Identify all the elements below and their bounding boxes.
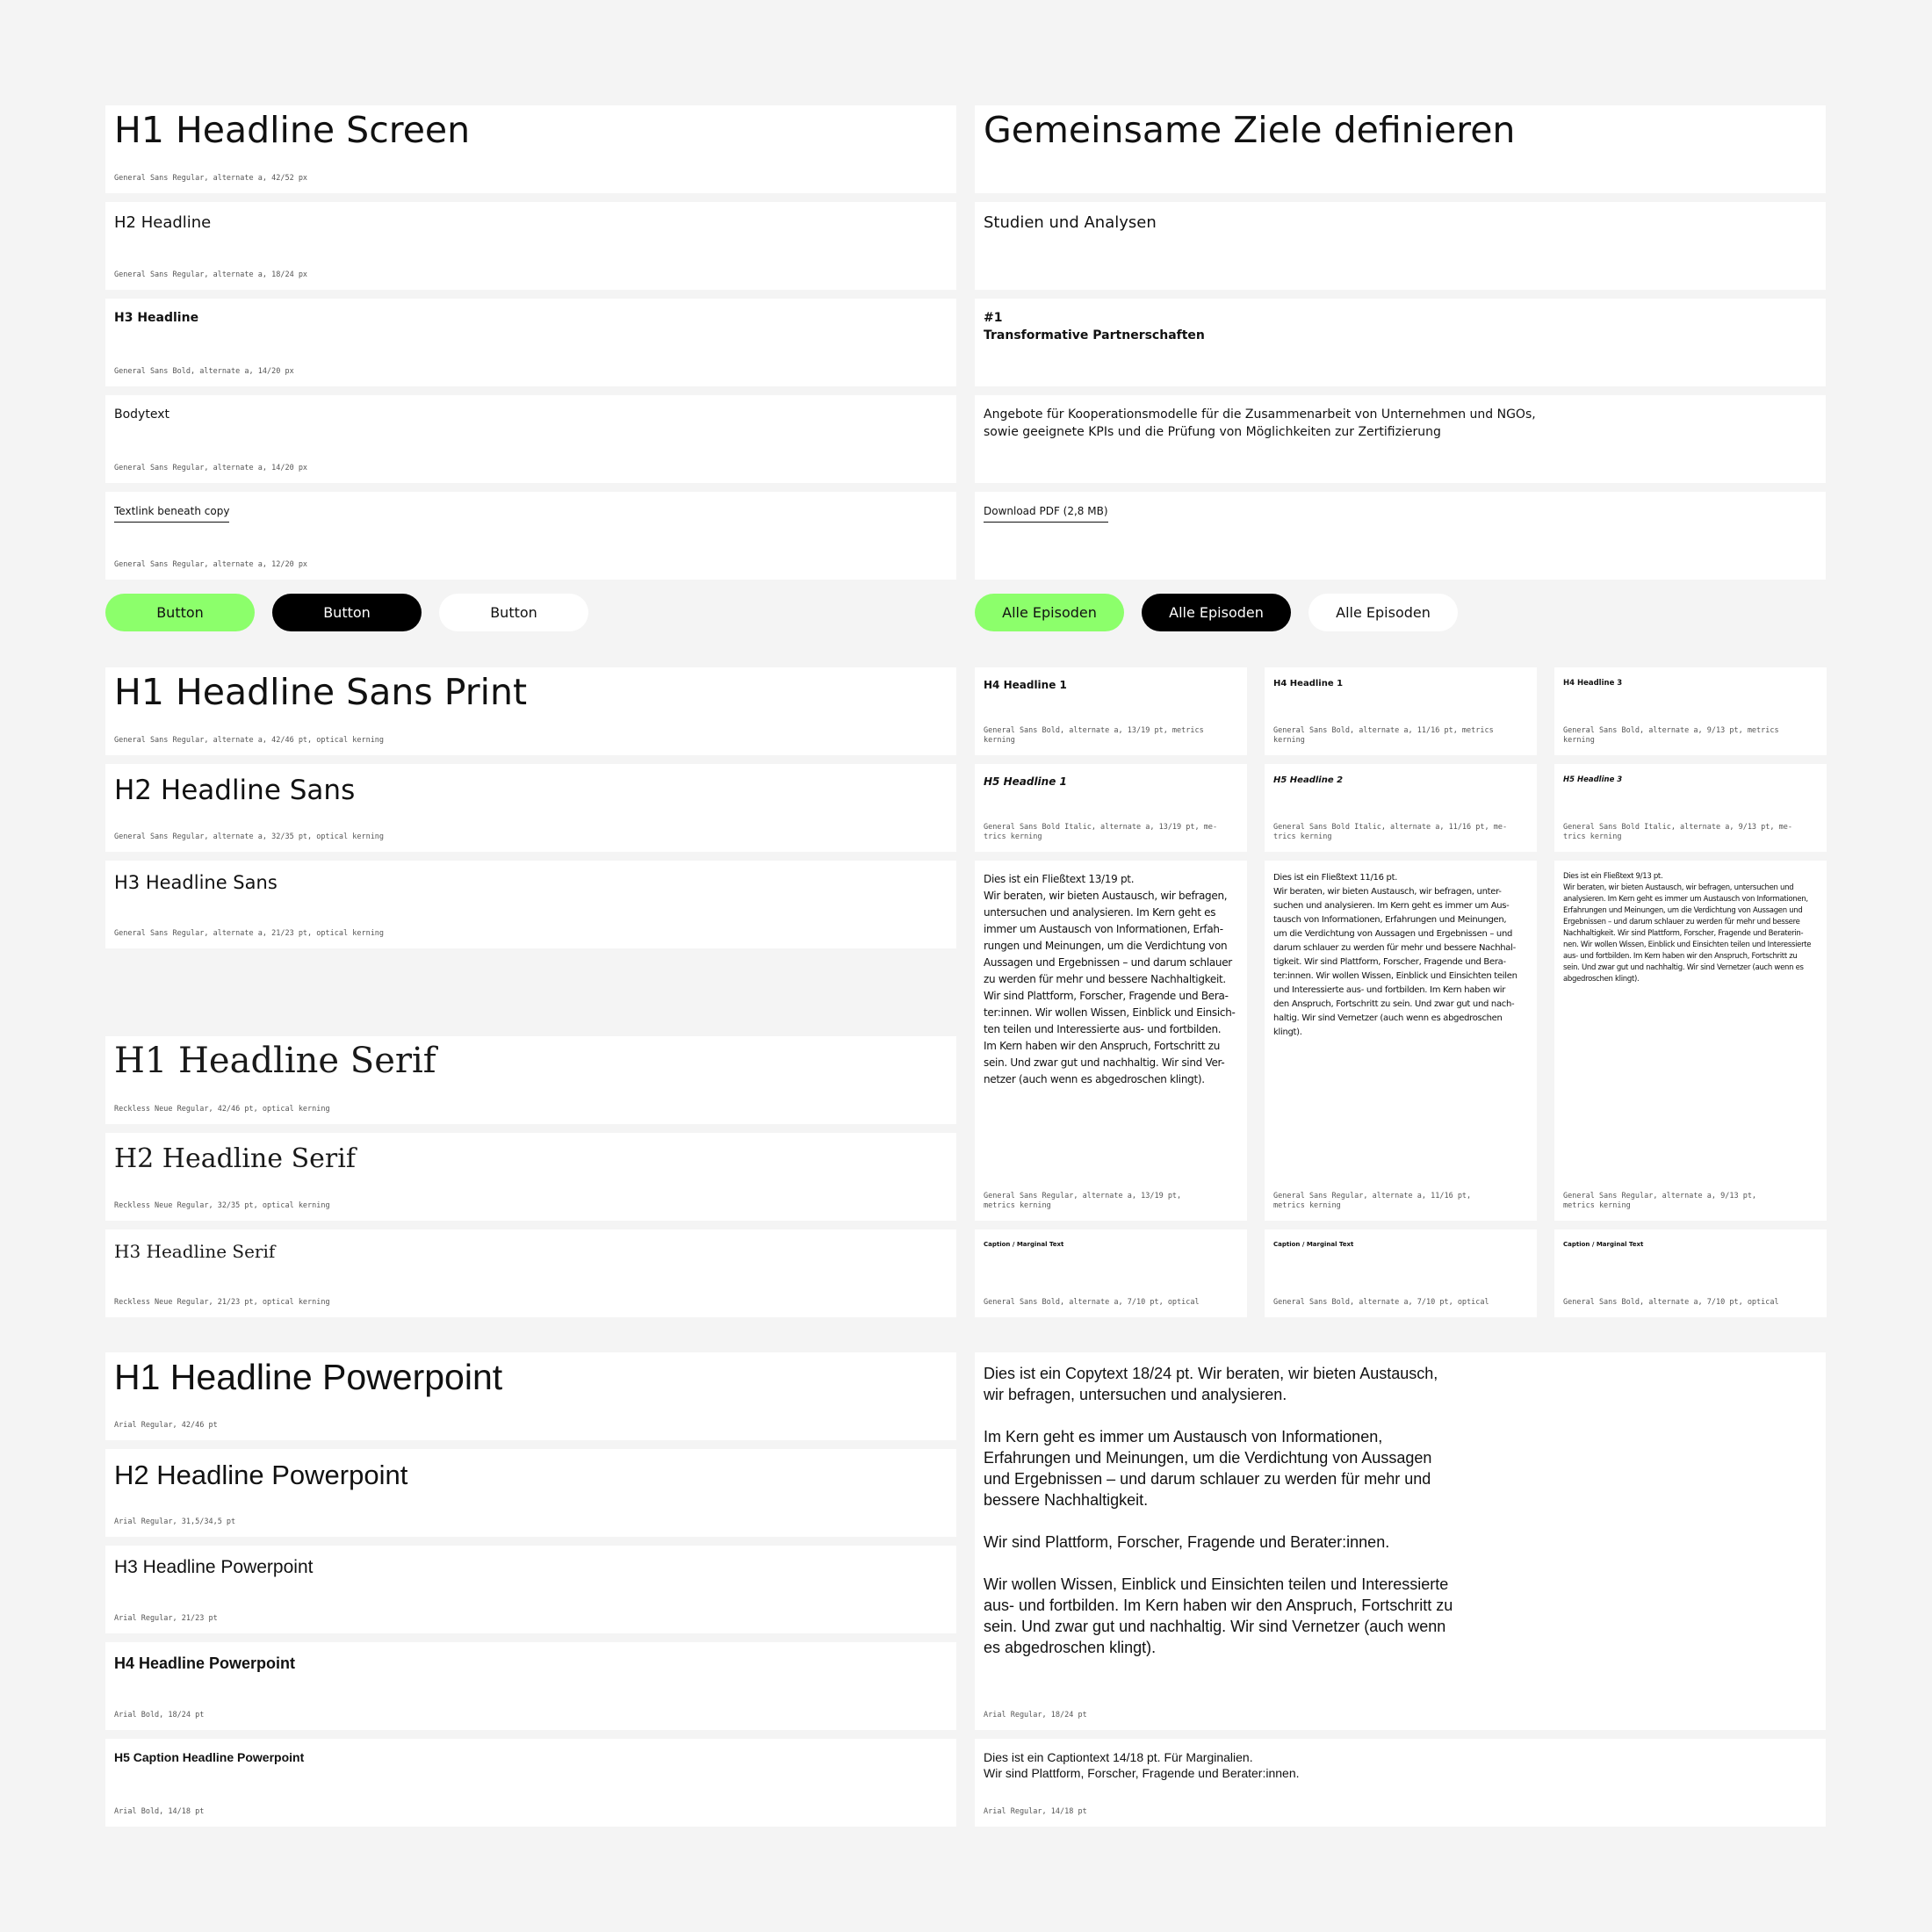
black-button[interactable]: Button	[272, 594, 422, 631]
col2-fliesstext: Dies ist ein Fließtext 11/16 pt. Wir beraten, wir bieten Austausch, wir befragen, unter- suchen und analysieren. Im Kern geht es immer um Aus- tausch von Informationen, Erfahrungen und Meinungen, um die Verdichtung von Aussagen und Ergebnissen – und darum schlauer zu werden für mehr und bessere Nachhal- tigkeit. Wir sind Plattform, Forscher, Fragende und Bera- ter:innen. Wir wollen Wissen, Einblick und Einsichten teilen und Interessierte aus- und fortbilden. Im Kern haben wir den Anspruch, Fortschritt zu sein. Und zwar gut und nach- haltig. Wir sind Vernetzer (auch wenn es abgedroschen klingt).	[1273, 873, 1517, 1037]
col3-h5-spec: General Sans Bold Italic, alternate a, 9/13 pt, me- trics kerning	[1563, 823, 1792, 841]
col3-h5-headline: H5 Headline 3	[1563, 775, 1623, 784]
col1-h5-spec: General Sans Bold Italic, alternate a, 13/19 pt, me- trics kerning	[984, 823, 1218, 841]
alle-episoden-black-button[interactable]: Alle Episoden	[1142, 594, 1291, 631]
screen-h1-card	[105, 105, 956, 193]
col1-caption-spec: General Sans Bold, alternate a, 7/10 pt, optical	[984, 1298, 1200, 1307]
col3-caption-card	[1554, 1229, 1827, 1317]
col2-h5-spec: General Sans Bold Italic, alternate a, 11/16 pt, me- trics kerning	[1273, 823, 1508, 841]
col2-h5-card	[1265, 764, 1537, 852]
ppt-h3-spec: Arial Regular, 21/23 pt	[114, 1614, 218, 1623]
ppt-h2-spec: Arial Regular, 31,5/34,5 pt	[114, 1517, 236, 1526]
white-button[interactable]: Button	[439, 594, 588, 631]
col1-text-spec: General Sans Regular, alternate a, 13/19 pt, metrics kerning	[984, 1192, 1182, 1210]
example-h3-number: #1	[984, 311, 1003, 325]
col2-caption-spec: General Sans Bold, alternate a, 7/10 pt, optical	[1273, 1298, 1489, 1307]
col3-text-spec: General Sans Regular, alternate a, 9/13 pt, metrics kerning	[1563, 1192, 1757, 1210]
col3-h4-card	[1554, 667, 1827, 755]
ppt-h4-spec: Arial Bold, 18/24 pt	[114, 1711, 205, 1719]
green-button[interactable]: Button	[105, 594, 255, 631]
col1-caption: Caption / Marginal Text	[984, 1241, 1064, 1248]
ppt-h4-card	[105, 1642, 956, 1730]
example-bodytext: Angebote für Kooperationsmodelle für die Zusammenarbeit von Unternehmen und NGOs, sowie geeignete KPIs und die Prüfung von Möglichkeiten zur Zertifizierung	[984, 407, 1536, 439]
print-sans-h2-headline: H2 Headline Sans	[114, 775, 356, 806]
example-h1-headline: Gemeinsame Ziele definieren	[984, 109, 1516, 151]
print-serif-h2-card	[105, 1133, 956, 1221]
col1-h5-headline: H5 Headline 1	[984, 775, 1067, 788]
ppt-h1-card	[105, 1352, 956, 1440]
col1-text-card	[975, 861, 1247, 1221]
col2-caption-card	[1265, 1229, 1537, 1317]
print-serif-h2-headline: H2 Headline Serif	[114, 1143, 356, 1174]
col2-caption: Caption / Marginal Text	[1273, 1241, 1354, 1248]
print-sans-h2-spec: General Sans Regular, alternate a, 32/35 pt, optical kerning	[114, 833, 385, 841]
col3-h4-headline: H4 Headline 3	[1563, 679, 1623, 688]
col1-h4-spec: General Sans Bold, alternate a, 13/19 pt, metrics kerning	[984, 726, 1204, 745]
col3-text-card	[1554, 861, 1827, 1221]
col1-h4-card	[975, 667, 1247, 755]
example-h3-card	[975, 299, 1826, 386]
screen-body-spec: General Sans Regular, alternate a, 14/20 px	[114, 464, 308, 472]
print-serif-h1-card	[105, 1036, 956, 1124]
example-body-card	[975, 395, 1826, 483]
ppt-h1-spec: Arial Regular, 42/46 pt	[114, 1421, 218, 1430]
print-serif-h1-spec: Reckless Neue Regular, 42/46 pt, optical kerning	[114, 1105, 330, 1114]
example-h2-card	[975, 202, 1826, 290]
col1-h5-card	[975, 764, 1247, 852]
print-serif-h2-spec: Reckless Neue Regular, 32/35 pt, optical kerning	[114, 1201, 330, 1210]
print-serif-h3-headline: H3 Headline Serif	[114, 1241, 276, 1262]
col2-h5-headline: H5 Headline 2	[1273, 775, 1344, 785]
screen-h2-spec: General Sans Regular, alternate a, 18/24 px	[114, 270, 308, 279]
screen-h2-card	[105, 202, 956, 290]
col3-h5-card	[1554, 764, 1827, 852]
ppt-copy-card	[975, 1352, 1826, 1730]
ppt-h1-headline: H1 Headline Powerpoint	[114, 1357, 503, 1397]
col2-h4-spec: General Sans Bold, alternate a, 11/16 pt, metrics kerning	[1273, 726, 1494, 745]
ppt-h5-card	[105, 1739, 956, 1827]
screen-h2-headline: H2 Headline	[114, 213, 212, 232]
print-serif-h3-card	[105, 1229, 956, 1317]
print-serif-h1-headline: H1 Headline Serif	[114, 1041, 436, 1081]
print-sans-h3-card	[105, 861, 956, 948]
screen-textlink[interactable]: Textlink beneath copy	[114, 502, 229, 523]
ppt-copy-spec: Arial Regular, 18/24 pt	[984, 1711, 1087, 1719]
col3-fliesstext: Dies ist ein Fließtext 9/13 pt. Wir beraten, wir bieten Austausch, wir befragen, untersuchen und analysieren. Im Kern geht es immer um Austausch von Informationen, Erfahrungen und Meinungen, um die Verdichtung von Aussagen und Ergebnissen – und darum schlauer zu werden für mehr und bessere Nachhaltigkeit. Wir sind Plattform, Forscher, Fragende und Beraterin- nen. Wir wollen Wissen, Einblick und Einsichten teilen und Interessierte aus- und fortbilden. Im Kern haben wir den Anspruch, Fortschritt zu sein. Und zwar gut und nachhaltig. Wir sind Vernetzer (auch wenn es abgedroschen klingt).	[1563, 872, 1812, 984]
example-h1-card	[975, 105, 1826, 193]
col2-text-card	[1265, 861, 1537, 1221]
screen-h3-card	[105, 299, 956, 386]
screen-h1-spec: General Sans Regular, alternate a, 42/52 px	[114, 174, 308, 183]
ppt-captiontext: Dies ist ein Captiontext 14/18 pt. Für Marginalien. Wir sind Plattform, Forscher, Fragende und Berater:innen.	[984, 1750, 1300, 1780]
print-sans-h2-card	[105, 764, 956, 852]
alle-episoden-green-button[interactable]: Alle Episoden	[975, 594, 1124, 631]
ppt-copytext: Dies ist ein Copytext 18/24 pt. Wir beraten, wir bieten Austausch, wir befragen, untersuchen und analysieren. Im Kern geht es immer um Austausch von Informationen, Erfahrungen und Meinungen, um die Verdichtung von Aussagen und Ergebnissen – und darum schlauer zu werden für mehr und bessere Nachhaltigkeit. Wir sind Plattform, Forscher, Fragende und Berater:innen. Wir wollen Wissen, Einblick und Einsichten teilen und Interessierte aus- und fortbilden. Im Kern haben wir den Anspruch, Fortschritt zu sein. Und zwar gut und nachhaltig. Wir sind Vernetzer (auch wenn es abgedroschen klingt).	[984, 1365, 1453, 1656]
alle-episoden-white-button[interactable]: Alle Episoden	[1308, 594, 1458, 631]
screen-h3-headline: H3 Headline	[114, 311, 199, 325]
col2-h4-card	[1265, 667, 1537, 755]
ppt-h3-card	[105, 1546, 956, 1633]
example-h2-headline: Studien und Analysen	[984, 213, 1157, 232]
col3-caption-spec: General Sans Bold, alternate a, 7/10 pt, optical	[1563, 1298, 1779, 1307]
screen-link-spec: General Sans Regular, alternate a, 12/20 px	[114, 560, 308, 569]
ppt-h4-headline: H4 Headline Powerpoint	[114, 1654, 296, 1672]
ppt-h5-headline: H5 Caption Headline Powerpoint	[114, 1750, 305, 1764]
ppt-h2-card	[105, 1449, 956, 1537]
print-serif-h3-spec: Reckless Neue Regular, 21/23 pt, optical kerning	[114, 1298, 330, 1307]
print-sans-h1-headline: H1 Headline Sans Print	[114, 671, 528, 713]
col3-caption: Caption / Marginal Text	[1563, 1241, 1644, 1248]
col1-fliesstext: Dies ist ein Fließtext 13/19 pt. Wir beraten, wir bieten Austausch, wir befragen, untersuchen und analysieren. Im Kern geht es immer um Austausch von Informationen, Erfah- rungen und Meinungen, um die Verdichtung von Aussagen und Ergebnissen – und darum schlauer zu werden für mehr und bessere Nachhaltigkeit. Wir sind Plattform, Forscher, Fragende und Bera- ter:innen. Wir wollen Wissen, Einblick und Einsich- ten teilen und Interessierte aus- und fortbilden. Im Kern haben wir den Anspruch, Fortschritt zu sein. Und zwar gut und nachhaltig. Wir sind Ver- netzer (auch wenn es abgedroschen klingt).	[984, 873, 1236, 1085]
col2-text-spec: General Sans Regular, alternate a, 11/16 pt, metrics kerning	[1273, 1192, 1472, 1210]
example-h3-headline: Transformative Partnerschaften	[984, 328, 1205, 342]
example-link-card	[975, 492, 1826, 580]
ppt-caption-card	[975, 1739, 1826, 1827]
screen-h1-headline: H1 Headline Screen	[114, 109, 471, 151]
col3-h4-spec: General Sans Bold, alternate a, 9/13 pt, metrics kerning	[1563, 726, 1779, 745]
col1-h4-headline: H4 Headline 1	[984, 679, 1067, 691]
col2-h4-headline: H4 Headline 1	[1273, 679, 1344, 688]
print-sans-h3-spec: General Sans Regular, alternate a, 21/23 pt, optical kerning	[114, 929, 385, 938]
screen-link-card	[105, 492, 956, 580]
screen-bodytext: Bodytext	[114, 407, 169, 422]
ppt-h2-headline: H2 Headline Powerpoint	[114, 1460, 408, 1490]
ppt-h3-headline: H3 Headline Powerpoint	[114, 1557, 314, 1577]
screen-h3-spec: General Sans Bold, alternate a, 14/20 px	[114, 367, 294, 376]
screen-body-card	[105, 395, 956, 483]
print-sans-h1-spec: General Sans Regular, alternate a, 42/46 pt, optical kerning	[114, 736, 385, 745]
download-pdf-link[interactable]: Download PDF (2,8 MB)	[984, 502, 1108, 523]
col1-caption-card	[975, 1229, 1247, 1317]
print-sans-h3-headline: H3 Headline Sans	[114, 872, 278, 893]
print-sans-h1-card	[105, 667, 956, 755]
ppt-h5-spec: Arial Bold, 14/18 pt	[114, 1807, 205, 1816]
ppt-caption-spec: Arial Regular, 14/18 pt	[984, 1807, 1087, 1816]
